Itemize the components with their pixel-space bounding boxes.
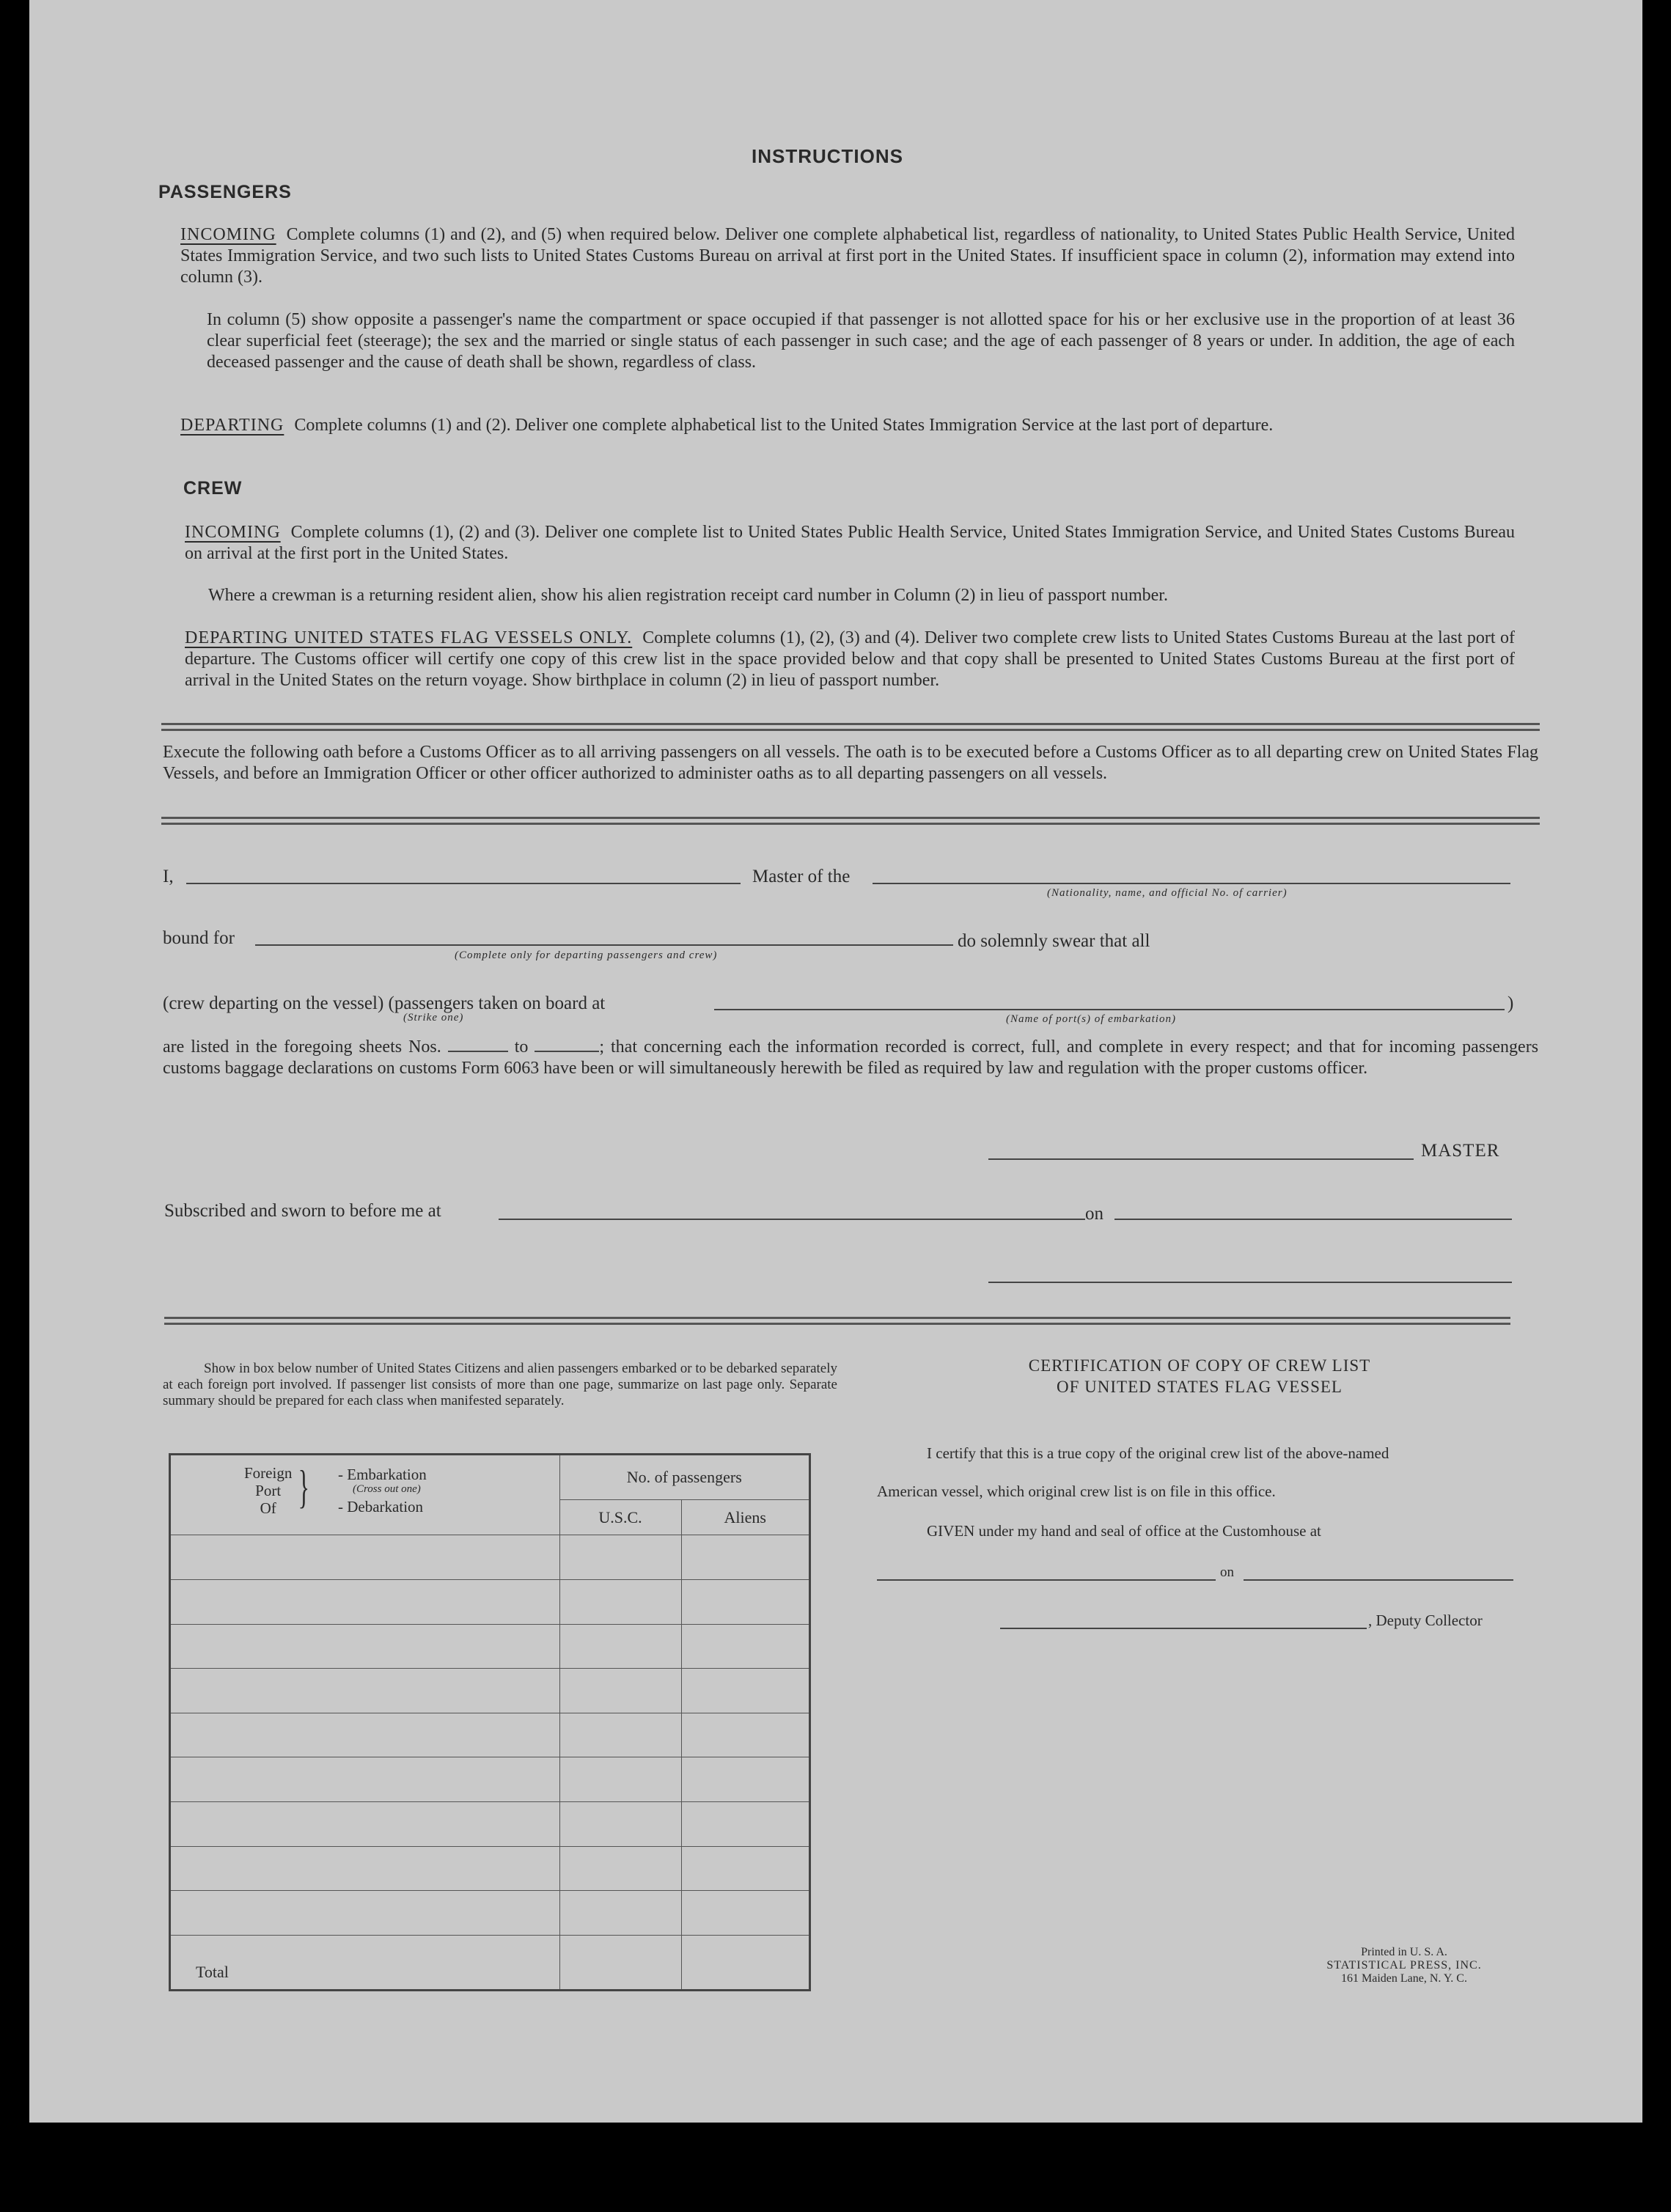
passengers-departing-text: Complete columns (1) and (2). Deliver one complete alphabetical list to the United States Immigration Service at the last port of departure. — [294, 416, 1274, 435]
debarkation-label: - Debarkation — [338, 1498, 424, 1515]
form-page — [29, 0, 1642, 2123]
deputy-collector-label: , Deputy Collector — [1368, 1612, 1483, 1629]
crew-incoming-text: Complete columns (1), (2) and (3). Deliver one complete list to United States Public Health Service, United States Immigration Service, and United States Customs Bureau on arrival at the first port in the United States. — [185, 523, 1515, 563]
printer-line2: STATISTICAL PRESS, INC. — [1326, 1959, 1482, 1972]
aliens-cell[interactable] — [681, 1713, 809, 1757]
crew-resident-paragraph: Where a crewman is a returning resident alien, show his alien registration receipt card number in Column (2) in lieu of passport number. — [208, 586, 1168, 605]
usc-cell[interactable] — [559, 1624, 681, 1669]
total-usc-cell[interactable] — [559, 1935, 681, 1989]
crew-heading: CREW — [183, 478, 243, 499]
bound-for-field[interactable] — [255, 944, 953, 946]
port-cell[interactable] — [171, 1846, 559, 1891]
passengers-heading: PASSENGERS — [158, 182, 292, 202]
listed-paragraph — [163, 1037, 1538, 1079]
page-title: INSTRUCTIONS — [752, 145, 903, 167]
close-paren: ) — [1507, 993, 1514, 1013]
aliens-cell[interactable] — [681, 1891, 809, 1936]
summary-instructions: Show in box below number of United States Citizens and alien passengers embarked or to be debarked separately at each foreign port involved. If passenger list consists of more than one page, summarize on last page only. Separate summary should be prepared for each class when manifested separately. — [163, 1361, 837, 1408]
port-cell[interactable] — [171, 1624, 559, 1669]
listed-text-start: are listed in the foregoing sheets Nos. — [163, 1037, 441, 1057]
crew-departing-clause: (crew departing on the vessel) (passengers taken on board at — [163, 993, 606, 1013]
crew-departing-paragraph — [185, 628, 1515, 691]
divider — [161, 817, 1540, 825]
port-cell[interactable] — [171, 1713, 559, 1757]
embarkation-ports-field[interactable] — [714, 1009, 1505, 1010]
to-label: to — [514, 1037, 529, 1057]
usc-cell[interactable] — [559, 1757, 681, 1802]
bound-for-label: bound for — [163, 928, 235, 948]
certify-text: I certify that this is a true copy of the original crew list of the above-named — [927, 1444, 1389, 1462]
aliens-cell[interactable] — [681, 1669, 809, 1713]
sheet-from-field[interactable] — [448, 1037, 508, 1052]
foreign-label: Foreign — [244, 1464, 293, 1482]
aliens-cell[interactable] — [681, 1624, 809, 1669]
carrier-field[interactable] — [873, 883, 1510, 884]
usc-cell[interactable] — [559, 1535, 681, 1580]
master-of-the-label: Master of the — [752, 867, 851, 886]
sheet-to-field[interactable] — [535, 1037, 599, 1052]
ports-caption: (Name of port(s) of embarkation) — [1006, 1013, 1176, 1025]
certification-title-line2: OF UNITED STATES FLAG VESSEL — [1057, 1378, 1343, 1396]
certification-title — [994, 1355, 1405, 1397]
divider — [161, 723, 1540, 731]
certification-title-line1: CERTIFICATION OF COPY OF CREW LIST — [1028, 1356, 1371, 1375]
port-cell[interactable] — [171, 1535, 559, 1580]
port-cell[interactable] — [171, 1891, 559, 1936]
usc-cell[interactable] — [559, 1579, 681, 1624]
port-cell[interactable] — [171, 1801, 559, 1846]
crew-incoming-label: INCOMING — [185, 523, 281, 542]
printer-line1: Printed in U. S. A. — [1361, 1946, 1447, 1958]
master-name-field[interactable] — [186, 883, 741, 884]
port-cell[interactable] — [171, 1669, 559, 1713]
usc-cell[interactable] — [559, 1891, 681, 1936]
cross-out-caption: (Cross out one) — [353, 1483, 421, 1495]
foreign-port-header — [171, 1455, 559, 1535]
passengers-incoming-label: INCOMING — [180, 225, 276, 244]
sworn-date-field[interactable] — [1114, 1219, 1512, 1220]
divider — [164, 1317, 1510, 1325]
passengers-column5-paragraph: In column (5) show opposite a passenger's name the compartment or space occupied if that passenger is not allotted space for his or her exclusive use in the proportion of at least 36 clear superficial feet (steerage); the sex and the married or single status of each passenger in such case; and the age of each passenger of 8 years or under. In addition, the age of each deceased passenger and the cause of death shall be shown, regardless of class. — [207, 310, 1515, 372]
aliens-cell[interactable] — [681, 1757, 809, 1802]
deputy-signature-field[interactable] — [1000, 1628, 1367, 1629]
cert-on-label: on — [1220, 1565, 1234, 1580]
american-vessel-text: American vessel, which original crew list is on file in this office. — [877, 1482, 1276, 1500]
customhouse-field[interactable] — [877, 1579, 1216, 1581]
usc-cell[interactable] — [559, 1669, 681, 1713]
usc-cell[interactable] — [559, 1846, 681, 1891]
brace-icon: } — [298, 1460, 310, 1513]
crew-departing-text: Complete columns (1), (2), (3) and (4). Deliver two complete crew lists to United States Customs Bureau at the last port of departure. The Customs officer will certify one copy of this crew list in the space provided below and that copy shall be presented to United States Customs Bureau at the first port of arrival in the United States on the return voyage. Show birthplace in column (2) in lieu of passport number. — [185, 628, 1515, 690]
passengers-departing-paragraph — [180, 415, 1515, 436]
crew-departing-label: DEPARTING UNITED STATES FLAG VESSELS ONLY. — [185, 628, 633, 647]
swear-text: do solemnly swear that all — [958, 931, 1150, 951]
passenger-summary-box — [169, 1453, 811, 1991]
bound-for-caption: (Complete only for departing passengers and crew) — [455, 949, 718, 961]
carrier-caption: (Nationality, name, and official No. of carrier) — [1047, 887, 1288, 899]
cert-date-field[interactable] — [1244, 1579, 1513, 1581]
oath-i-label: I, — [163, 867, 174, 886]
given-text: GIVEN under my hand and seal of office at the Customhouse at — [927, 1522, 1321, 1540]
aliens-cell[interactable] — [681, 1535, 809, 1580]
aliens-cell[interactable] — [681, 1579, 809, 1624]
embarkation-label: - Embarkation — [338, 1466, 427, 1483]
aliens-cell[interactable] — [681, 1846, 809, 1891]
printer-line3: 161 Maiden Lane, N. Y. C. — [1341, 1972, 1467, 1985]
printer-imprint — [1290, 1946, 1518, 1985]
port-label: Port — [255, 1482, 282, 1499]
sworn-on-label: on — [1085, 1204, 1103, 1224]
aliens-cell[interactable] — [681, 1801, 809, 1846]
total-label: Total — [171, 1935, 559, 1989]
port-cell[interactable] — [171, 1757, 559, 1802]
officer-signature-field[interactable] — [988, 1282, 1512, 1283]
oath-instructions: Execute the following oath before a Customs Officer as to all arriving passengers on all vessels. The oath is to be executed before a Customs Officer as to all departing crew on United States Flag Vessels, and before an Immigration Officer or other officer authorized to administer oaths as to all departing passengers on all vessels. — [163, 743, 1538, 783]
of-label: Of — [260, 1499, 276, 1517]
master-signature-field[interactable] — [988, 1158, 1414, 1160]
usc-cell[interactable] — [559, 1713, 681, 1757]
no-of-passengers-header: No. of passengers — [559, 1455, 809, 1500]
total-aliens-cell[interactable] — [681, 1935, 809, 1989]
passengers-incoming-text: Complete columns (1) and (2), and (5) when required below. Deliver one complete alphabetical list, regardless of nationality, to United States Public Health Service, United States Immigration Service, and two such lists to United States Customs Bureau on arrival at first port in the United States. If insufficient space in column (2), information may extend into column (3). — [180, 225, 1515, 287]
crew-incoming-paragraph — [185, 522, 1515, 565]
strike-one-caption: (Strike one) — [403, 1012, 464, 1024]
port-cell[interactable] — [171, 1579, 559, 1624]
passengers-incoming-paragraph — [180, 224, 1515, 288]
usc-cell[interactable] — [559, 1801, 681, 1846]
master-label: MASTER — [1421, 1141, 1500, 1161]
passengers-departing-label: DEPARTING — [180, 416, 284, 435]
listed-text-end: ; that concerning each the information recorded is correct, full, and complete in every respect; and that for incoming passengers customs baggage declarations on customs Form 6063 have been or will simultaneously herewith be filed as required by law and regulation with the proper customs officer. — [163, 1037, 1539, 1078]
usc-header: U.S.C. — [559, 1500, 681, 1535]
aliens-header: Aliens — [681, 1500, 809, 1535]
passenger-summary-table — [171, 1455, 809, 1989]
subscribed-label: Subscribed and sworn to before me at — [164, 1201, 441, 1221]
sworn-place-field[interactable] — [499, 1219, 1085, 1220]
